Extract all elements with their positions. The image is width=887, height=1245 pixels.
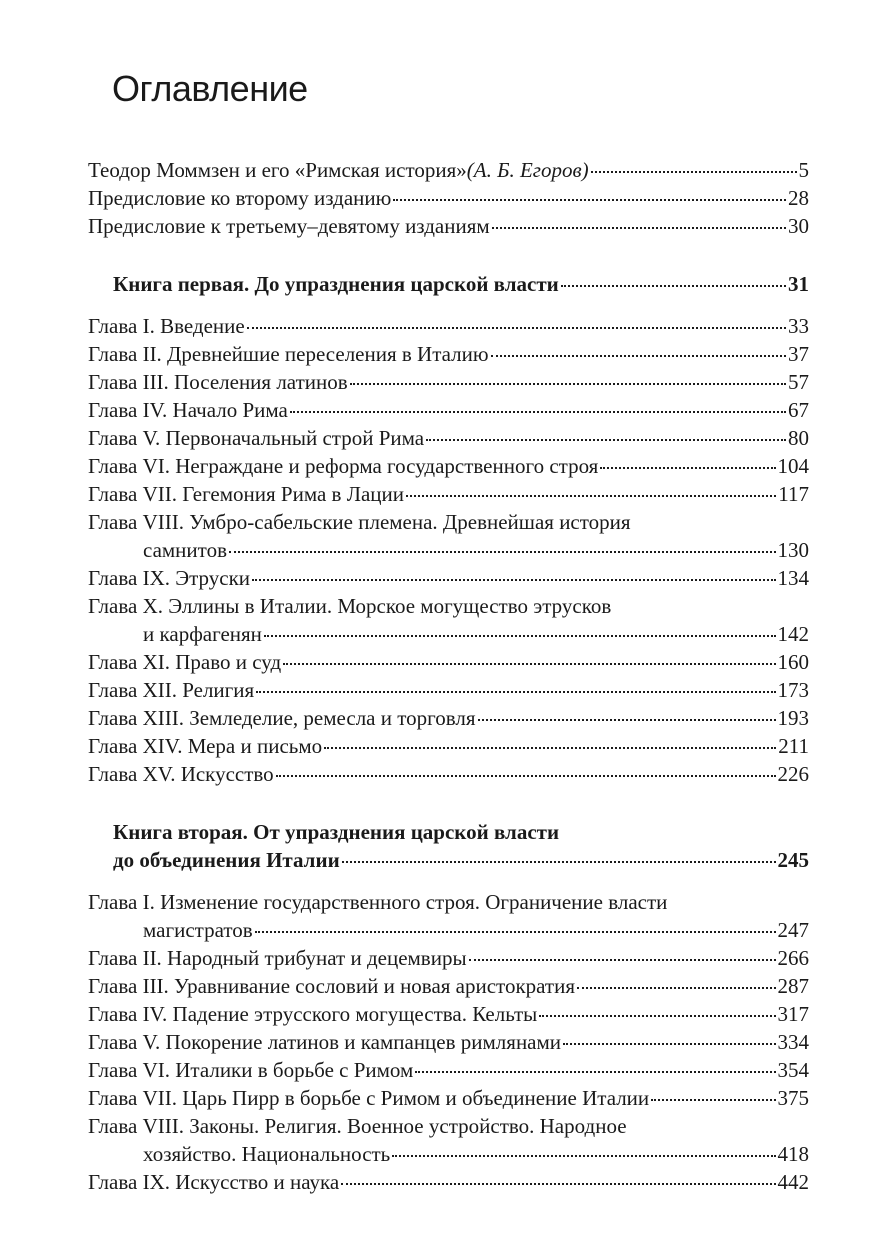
toc-chapter-label: Глава VI. Неграждане и реформа государственного строя: [88, 454, 599, 478]
dot-leader: [252, 579, 775, 581]
toc-chapter-label: Глава I. Изменение государственного строя. Ограничение власти: [88, 890, 668, 914]
dot-leader: [255, 931, 776, 933]
dot-leader: [342, 861, 776, 863]
table-of-contents: [88, 156, 809, 1196]
book-2-chapter-list: [88, 888, 809, 1196]
toc-chapter-label: Глава XV. Искусство: [88, 762, 274, 786]
toc-chapter-entry[interactable]: [88, 592, 809, 620]
toc-chapter-label: Глава V. Первоначальный строй Рима: [88, 426, 425, 450]
dot-leader: [283, 663, 775, 665]
toc-chapter-label: Глава VII. Царь Пирр в борьбе с Римом и объединение Италии: [88, 1086, 650, 1110]
toc-chapter-entry[interactable]: [88, 1028, 809, 1056]
toc-chapter-entry[interactable]: [88, 1056, 809, 1084]
toc-chapter-label: Глава II. Народный трибунат и децемвиры: [88, 946, 467, 970]
toc-entry-preface-2[interactable]: [88, 184, 809, 212]
dot-leader: [264, 635, 776, 637]
toc-book-title: Книга вторая. От упразднения царской власти: [113, 820, 560, 844]
dot-leader: [290, 411, 786, 413]
toc-chapter-label: Глава VI. Италики в борьбе с Римом: [88, 1058, 414, 1082]
toc-chapter-label: Глава I. Введение: [88, 314, 245, 338]
toc-chapter-entry[interactable]: [88, 760, 809, 788]
toc-book-title-cont: до объединения Италии: [113, 848, 340, 872]
toc-chapter-entry[interactable]: [88, 368, 809, 396]
toc-chapter-page: 375: [777, 1086, 809, 1110]
toc-chapter-entry[interactable]: [88, 1084, 809, 1112]
dot-leader: [600, 467, 775, 469]
toc-chapter-entry-cont[interactable]: [88, 1140, 809, 1168]
dot-leader: [426, 439, 786, 441]
toc-chapter-label: Глава XII. Религия: [88, 678, 255, 702]
toc-chapter-page: 33: [788, 314, 809, 338]
dot-leader: [392, 1155, 775, 1157]
toc-chapter-label: Глава XIII. Земледелие, ремесла и торговля: [88, 706, 476, 730]
toc-chapter-entry[interactable]: [88, 508, 809, 536]
toc-chapter-page: 442: [777, 1170, 809, 1194]
dot-leader: [406, 495, 776, 497]
toc-chapter-entry[interactable]: [88, 396, 809, 424]
toc-chapter-entry[interactable]: [88, 972, 809, 1000]
toc-entry-preface-3-9[interactable]: [88, 212, 809, 240]
dot-leader: [229, 551, 776, 553]
dot-leader: [393, 199, 786, 201]
toc-chapter-entry[interactable]: [88, 340, 809, 368]
toc-chapter-entry[interactable]: [88, 704, 809, 732]
toc-chapter-label: Глава IV. Падение этрусского могущества. Кельты: [88, 1002, 538, 1026]
dot-leader: [491, 355, 786, 357]
toc-chapter-label-cont: хозяйство. Национальность: [143, 1142, 391, 1166]
toc-chapter-entry[interactable]: [88, 1000, 809, 1028]
dot-leader: [561, 285, 786, 287]
toc-chapter-entry[interactable]: [88, 1112, 809, 1140]
toc-entry-label: Предисловие к третьему–девятому изданиям: [88, 214, 490, 238]
toc-chapter-page: 193: [777, 706, 809, 730]
toc-chapter-entry[interactable]: [88, 648, 809, 676]
toc-chapter-label: Глава V. Покорение латинов и кампанцев римлянами: [88, 1030, 562, 1054]
toc-chapter-entry[interactable]: [88, 564, 809, 592]
toc-chapter-entry[interactable]: [88, 424, 809, 452]
dot-leader: [478, 719, 776, 721]
toc-book-1-heading[interactable]: [88, 270, 809, 298]
toc-chapter-page: 80: [788, 426, 809, 450]
toc-entry-page: 30: [788, 214, 809, 238]
toc-chapter-page: 142: [777, 622, 809, 646]
toc-chapter-entry[interactable]: [88, 452, 809, 480]
toc-chapter-entry[interactable]: [88, 732, 809, 760]
toc-chapter-entry[interactable]: [88, 480, 809, 508]
toc-chapter-label: Глава VIII. Умбро-сабельские племена. Древнейшая история: [88, 510, 631, 534]
dot-leader: [247, 327, 786, 329]
toc-chapter-entry-cont[interactable]: [88, 536, 809, 564]
toc-book-2-heading-cont[interactable]: [88, 846, 809, 874]
toc-chapter-page: 247: [777, 918, 809, 942]
toc-chapter-page: 37: [788, 342, 809, 366]
toc-chapter-page: 130: [777, 538, 809, 562]
dot-leader: [350, 383, 786, 385]
toc-chapter-label: Глава IX. Искусство и наука: [88, 1170, 340, 1194]
toc-chapter-entry[interactable]: [88, 888, 809, 916]
toc-chapter-label-cont: самнитов: [143, 538, 227, 562]
toc-chapter-entry[interactable]: [88, 944, 809, 972]
toc-entry-label: Теодор Моммзен и его «Римская история»: [88, 158, 467, 182]
toc-entry-label: Предисловие ко второму изданию: [88, 186, 392, 210]
toc-entry-intro[interactable]: [88, 156, 809, 184]
toc-chapter-page: 104: [777, 454, 809, 478]
toc-book-page: 31: [788, 272, 809, 296]
toc-chapter-entry-cont[interactable]: [88, 916, 809, 944]
toc-book-title: Книга первая. До упразднения царской власти: [113, 272, 559, 296]
dot-leader: [563, 1043, 775, 1045]
toc-chapter-page: 354: [777, 1058, 809, 1082]
toc-chapter-label: Глава VII. Гегемония Рима в Лации: [88, 482, 404, 506]
dot-leader: [651, 1099, 775, 1101]
toc-chapter-page: 266: [777, 946, 809, 970]
toc-chapter-entry[interactable]: [88, 1168, 809, 1196]
toc-chapter-entry[interactable]: [88, 312, 809, 340]
book-1-chapter-list: [88, 312, 809, 788]
dot-leader: [341, 1183, 775, 1185]
toc-chapter-page: 317: [777, 1002, 809, 1026]
dot-leader: [324, 747, 776, 749]
dot-leader: [276, 775, 776, 777]
toc-book-page: 245: [777, 848, 809, 872]
toc-chapter-label: Глава XI. Право и суд: [88, 650, 282, 674]
toc-chapter-label: Глава III. Уравнивание сословий и новая аристократия: [88, 974, 576, 998]
toc-entry-page: 5: [798, 158, 809, 182]
dot-leader: [591, 171, 797, 173]
toc-chapter-page: 334: [777, 1030, 809, 1054]
toc-chapter-entry-cont[interactable]: [88, 620, 809, 648]
toc-chapter-page: 57: [788, 370, 809, 394]
toc-chapter-page: 226: [777, 762, 809, 786]
dot-leader: [415, 1071, 775, 1073]
toc-chapter-label: Глава II. Древнейшие переселения в Италию: [88, 342, 489, 366]
toc-chapter-label-cont: и карфагенян: [143, 622, 262, 646]
toc-chapter-page: 160: [777, 650, 809, 674]
toc-chapter-entry[interactable]: [88, 676, 809, 704]
dot-leader: [469, 959, 776, 961]
dot-leader: [577, 987, 775, 989]
toc-chapter-label: Глава X. Эллины в Италии. Морское могущество этрусков: [88, 594, 612, 618]
dot-leader: [492, 227, 786, 229]
page-title: Оглавление: [112, 68, 308, 109]
dot-leader: [256, 691, 775, 693]
toc-chapter-page: 173: [777, 678, 809, 702]
toc-chapter-page: 67: [788, 398, 809, 422]
toc-entry-author: (А. Б. Егоров): [466, 158, 589, 182]
toc-chapter-page: 117: [778, 482, 809, 506]
toc-chapter-page: 287: [777, 974, 809, 998]
toc-chapter-label: Глава III. Поселения латинов: [88, 370, 348, 394]
toc-chapter-label: Глава IV. Начало Рима: [88, 398, 288, 422]
toc-chapter-page: 134: [777, 566, 809, 590]
toc-chapter-label: Глава IX. Этруски: [88, 566, 251, 590]
toc-chapter-label: Глава VIII. Законы. Религия. Военное устройство. Народное: [88, 1114, 627, 1138]
toc-chapter-page: 418: [777, 1142, 809, 1166]
toc-chapter-label: Глава XIV. Мера и письмо: [88, 734, 323, 758]
dot-leader: [539, 1015, 775, 1017]
toc-entry-page: 28: [788, 186, 809, 210]
toc-chapter-label-cont: магистратов: [143, 918, 253, 942]
toc-book-2-heading[interactable]: [88, 818, 809, 846]
toc-chapter-page: 211: [778, 734, 809, 758]
